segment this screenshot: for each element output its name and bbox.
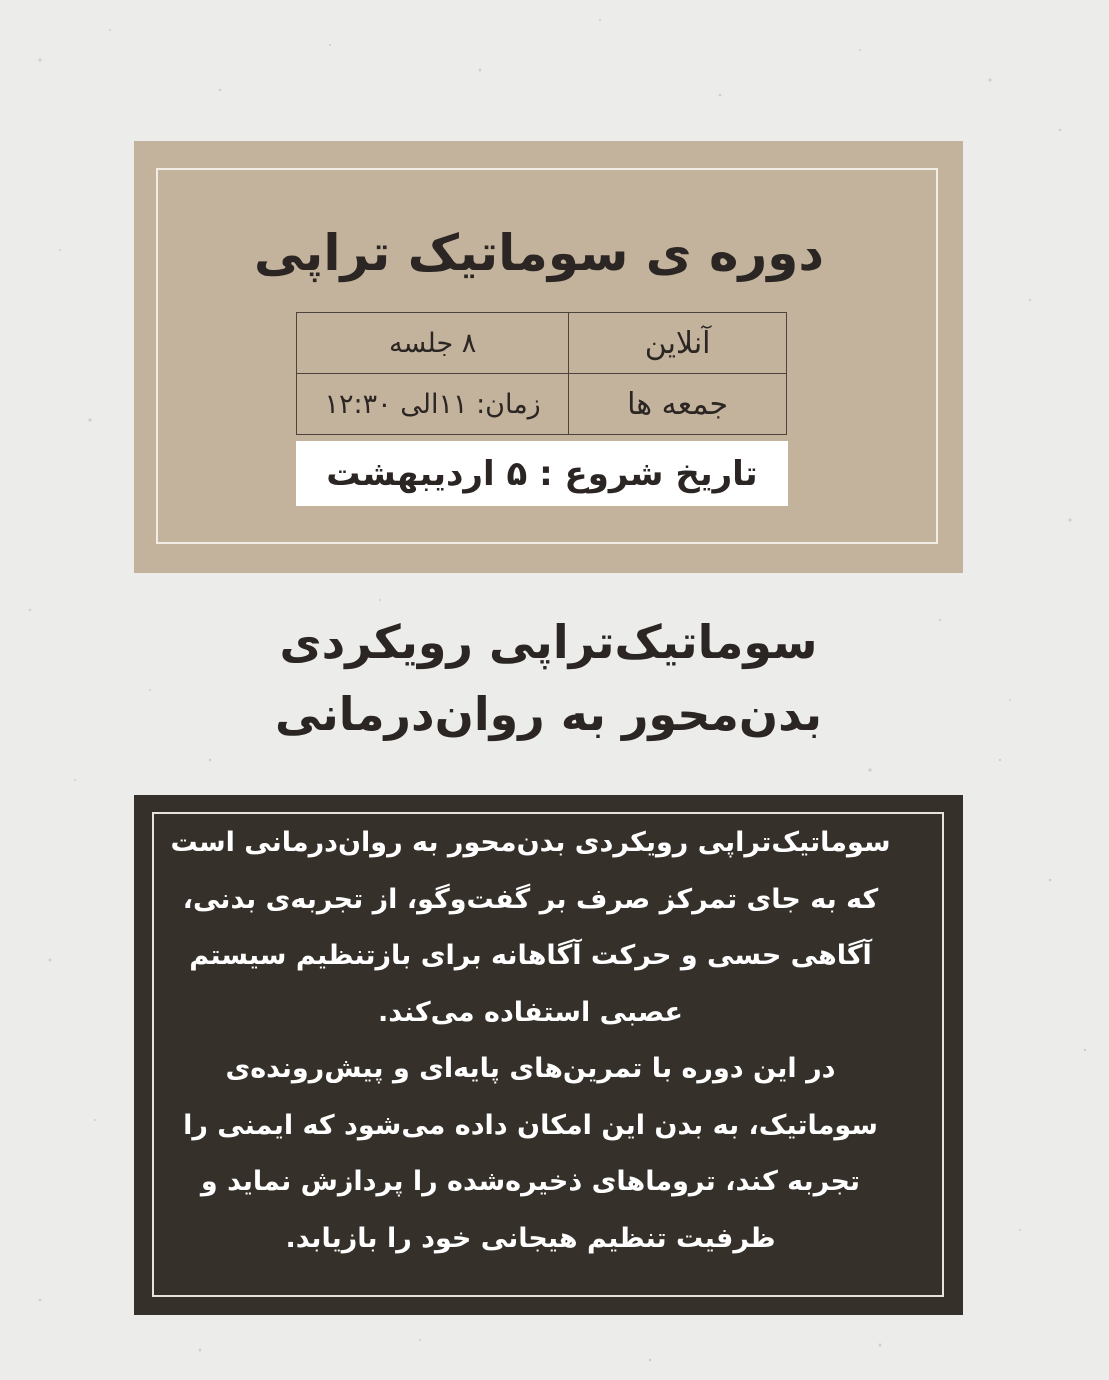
course-time: زمان: ۱۱الی ۱۲:۳۰ [297,374,569,435]
start-date-text: تاریخ شروع : ۵ اردیبهشت [326,453,758,494]
subtitle-line-1: سوماتیک‌تراپی رویکردی [279,615,818,669]
subtitle-heading [134,606,963,750]
table-row [297,374,787,435]
course-title: دوره ی سوماتیک تراپی [253,224,825,282]
course-sessions: ۸ جلسه [297,313,569,374]
table-row [297,313,787,374]
course-details-table [296,312,787,435]
course-mode: آنلاین [569,313,787,374]
course-info-card [134,141,963,573]
description-card [134,795,963,1315]
start-date-badge [296,441,788,506]
description-paragraph-1: سوماتیک‌تراپی رویکردی بدن‌محور به روان‌درمانی است که به جای تمرکز صرف بر گفت‌وگو، از تجربه‌ی بدنی، آگاهی حسی و حرکت آگاهانه برای بازتنظیم سیستم عصبی استفاده می‌کند. [170,827,891,1028]
course-days: جمعه ها [569,374,787,435]
description-paragraph-2: در این دوره با تمرین‌های پایه‌ای و پیش‌رونده‌ی سوماتیک، به بدن این امکان داده می‌شود که ایمنی را تجربه کند، تروماهای ذخیره‌شده را پردازش نماید و ظرفیت تنظیم هیجانی خود را بازیابد. [183,1053,878,1254]
subtitle-line-2: بدن‌محور به روان‌درمانی [274,687,822,741]
